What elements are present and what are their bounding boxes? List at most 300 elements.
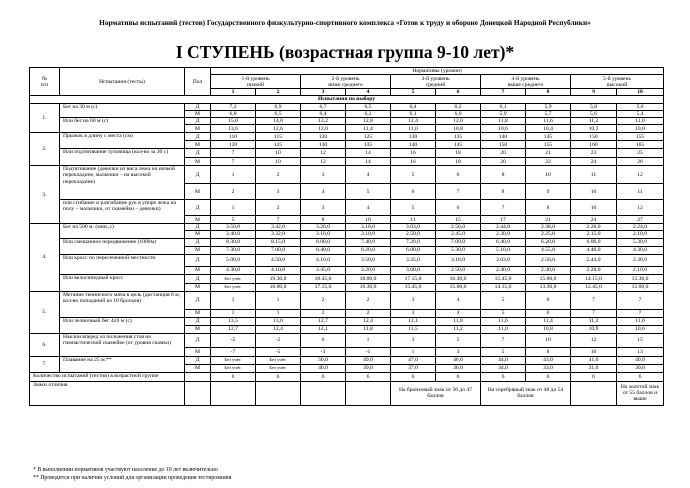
norm-value: 41,0 bbox=[571, 356, 617, 364]
norm-value: 12,4 bbox=[391, 118, 436, 125]
norm-value: -2 bbox=[256, 333, 301, 347]
norm-value: 15,0 bbox=[211, 118, 256, 125]
norm-value: 17.15,0 bbox=[301, 283, 346, 291]
norm-value: 6.00,0 bbox=[391, 246, 436, 254]
norm-value: 2 bbox=[346, 291, 391, 309]
norm-value: 11,4 bbox=[526, 317, 571, 325]
norm-value: 10,4 bbox=[526, 125, 571, 133]
norm-value: 7 bbox=[617, 291, 664, 309]
norm-value: 3.03,0 bbox=[391, 224, 436, 231]
sex-cell: Д bbox=[185, 166, 211, 184]
norm-value: 120 bbox=[211, 141, 256, 149]
norm-value: 10 bbox=[571, 200, 617, 216]
norm-value: 155 bbox=[617, 133, 664, 141]
norm-value: 18.45,0 bbox=[301, 274, 346, 283]
column-number: 1 bbox=[211, 89, 256, 96]
norm-value: 7.30,0 bbox=[211, 246, 256, 254]
norm-value: 12.00,0 bbox=[617, 283, 664, 291]
empty-cell bbox=[301, 381, 346, 405]
sex-cell: Д bbox=[185, 224, 211, 231]
norm-value: Без учёт. bbox=[211, 356, 256, 364]
norm-value: 50,0 bbox=[301, 356, 346, 364]
sex-cell: Д bbox=[185, 103, 211, 110]
norm-value: 11,0 bbox=[617, 118, 664, 125]
norm-value: 135 bbox=[436, 133, 481, 141]
column-number: 5 bbox=[391, 89, 436, 96]
norm-value: 4.40,0 bbox=[571, 246, 617, 254]
norm-value: 2.15,0 bbox=[571, 231, 617, 238]
norm-value: 14 bbox=[346, 158, 391, 166]
norm-value: 46,0 bbox=[436, 356, 481, 364]
norm-value: 2 bbox=[256, 166, 301, 184]
norm-value: 11,2 bbox=[571, 317, 617, 325]
norm-value: 10 bbox=[346, 216, 391, 224]
sex-cell: М bbox=[185, 231, 211, 238]
badges-row bbox=[30, 381, 664, 405]
norm-value: 6,1 bbox=[391, 110, 436, 117]
norm-value: 5 bbox=[391, 166, 436, 184]
norm-value: 110 bbox=[211, 133, 256, 141]
norm-value: 4.10,0 bbox=[256, 266, 301, 274]
norm-value: -1 bbox=[346, 347, 391, 356]
norm-value: 3.50,0 bbox=[211, 224, 256, 231]
norm-value: 7 bbox=[571, 309, 617, 317]
norm-value: 8 bbox=[526, 200, 571, 216]
norm-value: 1 bbox=[211, 291, 256, 309]
norm-value: 4 bbox=[346, 200, 391, 216]
column-number: 10 bbox=[617, 89, 664, 96]
norm-value: 145 bbox=[526, 133, 571, 141]
sex-cell: Д bbox=[185, 254, 211, 266]
norm-value: 11,0 bbox=[617, 317, 664, 325]
sex-cell: М bbox=[185, 283, 211, 291]
norm-value: 3.00,0 bbox=[391, 266, 436, 274]
norm-value: 15.00,0 bbox=[526, 274, 571, 283]
norm-value: 7.00,0 bbox=[256, 246, 301, 254]
norm-value: 6.20,0 bbox=[526, 238, 571, 246]
norm-value: 3.50,0 bbox=[346, 254, 391, 266]
empty-cell bbox=[211, 381, 256, 405]
norm-value: 3.32,0 bbox=[256, 231, 301, 238]
norm-value: 11,0 bbox=[391, 125, 436, 133]
norm-value: 140 bbox=[481, 133, 526, 141]
norm-value: 2.45,0 bbox=[436, 231, 481, 238]
test-number: 6. bbox=[30, 333, 60, 356]
norm-value: 6.00,0 bbox=[571, 238, 617, 246]
norm-value: 8.30,0 bbox=[211, 238, 256, 246]
sex-cell: Д bbox=[185, 118, 211, 125]
test-name: Или подтягивание туловища (кол-во за 30 с) bbox=[60, 149, 185, 166]
norm-value: 2.20,0 bbox=[571, 266, 617, 274]
norm-value: 150 bbox=[571, 133, 617, 141]
norm-value: 3.40,0 bbox=[211, 231, 256, 238]
norm-value: 13,0 bbox=[256, 317, 301, 325]
norm-value: 5,8 bbox=[571, 103, 617, 110]
norm-value: 3 bbox=[256, 184, 301, 200]
norm-value: 3 bbox=[301, 166, 346, 184]
norm-value: 5,9 bbox=[526, 103, 571, 110]
norm-value: 2.56,0 bbox=[436, 224, 481, 231]
norm-value: 6 bbox=[526, 291, 571, 309]
test-name: Бег на 500 м. (мин.,с) bbox=[60, 224, 185, 238]
sex-cell: Д bbox=[185, 200, 211, 216]
norm-value: 7 bbox=[256, 216, 301, 224]
norm-value: 20 bbox=[481, 149, 526, 158]
empty-cell bbox=[185, 372, 211, 381]
test-name: или сгибание и разгибание рук в упоре лежа на полу – мальчики, от скамейки – девочки) bbox=[60, 200, 185, 224]
norm-value: 5.00,0 bbox=[211, 254, 256, 266]
norm-value: 0 bbox=[301, 333, 346, 347]
norm-value: 44,0 bbox=[481, 356, 526, 364]
test-number: 4. bbox=[30, 224, 60, 291]
test-name: Или бег на 60 м (с) bbox=[60, 118, 185, 133]
level-header: 3-й уровень средний bbox=[391, 75, 481, 89]
norm-value: 34,0 bbox=[481, 364, 526, 372]
norm-value: 130 bbox=[301, 141, 346, 149]
norm-value: 6.40,0 bbox=[301, 246, 346, 254]
norm-value: 6 bbox=[391, 184, 436, 200]
norm-value: 6 bbox=[436, 200, 481, 216]
norm-value: 2.30,0 bbox=[526, 266, 571, 274]
norm-value: 6.40,0 bbox=[481, 238, 526, 246]
norm-value: 4 bbox=[346, 166, 391, 184]
norm-value: 3.03,0 bbox=[481, 254, 526, 266]
badges-label: Знаки отличия bbox=[30, 381, 185, 405]
norm-value: 10,2 bbox=[571, 125, 617, 133]
norm-value: 2.30,0 bbox=[481, 231, 526, 238]
norm-value: 37,0 bbox=[391, 364, 436, 372]
sex-cell: М bbox=[185, 184, 211, 200]
norm-value: 155 bbox=[526, 141, 571, 149]
column-number: 3 bbox=[301, 89, 346, 96]
norm-value: 2.44,0 bbox=[481, 224, 526, 231]
norm-value: 3.26,0 bbox=[301, 224, 346, 231]
table-row bbox=[30, 133, 664, 141]
sex-cell: Д bbox=[185, 356, 211, 364]
norm-value: 49,0 bbox=[346, 356, 391, 364]
table-row bbox=[30, 356, 664, 364]
norm-value: 3 bbox=[391, 291, 436, 309]
norm-value: 5 bbox=[211, 216, 256, 224]
norm-value: 6,7 bbox=[301, 103, 346, 110]
norm-value: 10,9 bbox=[571, 325, 617, 333]
level-header: 4-й уровень выше среднего bbox=[481, 75, 571, 89]
norm-value: 17.15,0 bbox=[391, 274, 436, 283]
norm-value: 11,2 bbox=[436, 325, 481, 333]
norm-value: 40,0 bbox=[301, 364, 346, 372]
norm-value: 13,2 bbox=[301, 118, 346, 125]
norm-value: 5,6 bbox=[571, 110, 617, 117]
norm-value: 13.30,0 bbox=[617, 274, 664, 283]
norm-value: 11 bbox=[391, 216, 436, 224]
tests-count-value: 6 bbox=[571, 372, 617, 381]
norm-value: 6,5 bbox=[256, 110, 301, 117]
test-number: 7. bbox=[30, 356, 60, 372]
norm-value: 1 bbox=[256, 309, 301, 317]
norm-value: 5.30,0 bbox=[436, 246, 481, 254]
gold-badge-criteria: На золотой знак от 55 баллов и выше bbox=[617, 381, 664, 405]
norm-value: 19.30,0 bbox=[256, 274, 301, 283]
norm-value: 16.30,0 bbox=[436, 274, 481, 283]
norm-value: 5 bbox=[481, 291, 526, 309]
norm-value: 10,8 bbox=[526, 325, 571, 333]
norm-value: 7 bbox=[211, 158, 256, 166]
norm-value: 1 bbox=[346, 333, 391, 347]
sex-cell: Д bbox=[185, 274, 211, 283]
norm-value: 6,2 bbox=[436, 103, 481, 110]
norm-value: 8 bbox=[481, 184, 526, 200]
norm-value: 39,0 bbox=[346, 364, 391, 372]
sex-cell: М bbox=[185, 347, 211, 356]
norm-value: 17 bbox=[481, 216, 526, 224]
norm-value: 40,0 bbox=[617, 356, 664, 364]
norm-value: 3 bbox=[391, 333, 436, 347]
norm-value: 1 bbox=[256, 291, 301, 309]
norm-value: 22 bbox=[526, 158, 571, 166]
norm-value: 16 bbox=[391, 149, 436, 158]
norm-value: 18 bbox=[436, 158, 481, 166]
sex-cell: Д bbox=[185, 317, 211, 325]
norm-value: 3.10,0 bbox=[346, 231, 391, 238]
norm-value: 2.10,0 bbox=[617, 266, 664, 274]
norm-value: 36,0 bbox=[436, 364, 481, 372]
col-norms-header: Нормативы (уровни) bbox=[211, 68, 664, 75]
norm-value: 115 bbox=[256, 133, 301, 141]
test-name: Наклон вперед из положения стоя на гимнастической скамейке (от уровня скамьи) bbox=[60, 333, 185, 356]
norm-value: 5.30,0 bbox=[617, 238, 664, 246]
norm-value: Без учёт. bbox=[256, 364, 301, 372]
sex-cell: М bbox=[185, 158, 211, 166]
level-header: 2-й уровень ниже среднего bbox=[301, 75, 391, 89]
norm-value: Без учёт. bbox=[211, 364, 256, 372]
header-row bbox=[30, 68, 664, 75]
table-row bbox=[30, 149, 664, 158]
test-number: 5. bbox=[30, 291, 60, 333]
norm-value: 18 bbox=[436, 149, 481, 158]
norm-value: 10 bbox=[256, 158, 301, 166]
norm-value: -3 bbox=[301, 347, 346, 356]
norm-value: 11 bbox=[617, 184, 664, 200]
norm-value: 160 bbox=[571, 141, 617, 149]
norm-value: 10,0 bbox=[617, 125, 664, 133]
test-name: Или смешанное передвижение (1000м) bbox=[60, 238, 185, 254]
sex-cell: М bbox=[185, 125, 211, 133]
norm-value: 6,5 bbox=[346, 103, 391, 110]
norm-value: 11,8 bbox=[481, 118, 526, 125]
norm-value: 24 bbox=[571, 158, 617, 166]
norm-value: 15.00,0 bbox=[436, 283, 481, 291]
norm-value: 2.25,0 bbox=[526, 231, 571, 238]
empty-cell bbox=[256, 381, 301, 405]
norm-value: 2.38,0 bbox=[526, 224, 571, 231]
norm-value: 7 bbox=[481, 200, 526, 216]
norm-value: 18.00,0 bbox=[346, 274, 391, 283]
norm-value: 3.42,0 bbox=[256, 224, 301, 231]
norm-value: 6,9 bbox=[256, 103, 301, 110]
tests-count-value: 6 bbox=[346, 372, 391, 381]
column-number: 4 bbox=[346, 89, 391, 96]
norm-value: 11,0 bbox=[481, 325, 526, 333]
norm-value: 3 bbox=[391, 309, 436, 317]
norm-value: 26 bbox=[617, 158, 664, 166]
col-test-header: Испытания (тесты) bbox=[60, 68, 185, 96]
test-name: Подтягивание (девочки из виса лежа на низкой перекладине, мальчики – на высокой перекладине) bbox=[60, 166, 185, 200]
norm-value: 7 bbox=[571, 291, 617, 309]
tests-count-value: 6 bbox=[301, 372, 346, 381]
norm-value: 7,2 bbox=[211, 103, 256, 110]
norm-value: 4.10,0 bbox=[301, 254, 346, 266]
norm-value: 47,0 bbox=[391, 356, 436, 364]
norm-value: 12 bbox=[571, 333, 617, 347]
sex-cell: М bbox=[185, 141, 211, 149]
norm-value: 12 bbox=[617, 166, 664, 184]
norm-value: 12,8 bbox=[346, 118, 391, 125]
norm-value: 18.00,0 bbox=[256, 283, 301, 291]
norm-value: -5 bbox=[256, 347, 301, 356]
page-title: I СТУПЕНЬ (возрастная группа 9-10 лет)* bbox=[175, 42, 515, 62]
norm-value: 16.30,0 bbox=[346, 283, 391, 291]
norm-value: 14 bbox=[346, 149, 391, 158]
tests-count-value: 6 bbox=[526, 372, 571, 381]
sex-cell: Д bbox=[185, 333, 211, 347]
norm-value: 15 bbox=[436, 216, 481, 224]
norm-value: 2.50,0 bbox=[436, 266, 481, 274]
norm-value: 12,7 bbox=[301, 317, 346, 325]
tests-count-value: 6 bbox=[211, 372, 256, 381]
norm-value: Без учёт. bbox=[256, 356, 301, 364]
norm-value: 21 bbox=[526, 149, 571, 158]
test-name: Бег на 30 м (с) bbox=[60, 103, 185, 117]
norm-value: 6,4 bbox=[391, 103, 436, 110]
norm-value: 12,0 bbox=[301, 125, 346, 133]
column-number: 6 bbox=[436, 89, 481, 96]
norm-value: 2 bbox=[301, 309, 346, 317]
col-number-header: № п/п bbox=[30, 68, 60, 96]
norm-value: Без учёт. bbox=[211, 274, 256, 283]
table-row bbox=[30, 274, 664, 283]
norm-value: 130 bbox=[391, 133, 436, 141]
norm-value: 15.45,0 bbox=[391, 283, 436, 291]
norm-value: 2.44,0 bbox=[571, 254, 617, 266]
norm-value: 7 bbox=[617, 309, 664, 317]
norm-value: 3.45,0 bbox=[301, 266, 346, 274]
table-row bbox=[30, 224, 664, 231]
norm-value: 2 bbox=[211, 184, 256, 200]
norm-value: 1 bbox=[211, 166, 256, 184]
norm-value: 165 bbox=[617, 141, 664, 149]
level-header: 1-й уровень низкий bbox=[211, 75, 301, 89]
norm-value: 12,1 bbox=[391, 317, 436, 325]
table-row bbox=[30, 118, 664, 125]
norm-value: 14,0 bbox=[256, 118, 301, 125]
norm-value: 23 bbox=[571, 149, 617, 158]
norm-value: 10 bbox=[526, 333, 571, 347]
norm-value: 5 bbox=[481, 309, 526, 317]
norm-value: 4 bbox=[436, 309, 481, 317]
norm-value: 4.55,0 bbox=[526, 246, 571, 254]
column-number: 9 bbox=[571, 89, 617, 96]
norm-value: 5 bbox=[436, 333, 481, 347]
table-row bbox=[30, 333, 664, 347]
norm-value: 12 bbox=[617, 200, 664, 216]
norm-value: 8 bbox=[526, 347, 571, 356]
column-number: 8 bbox=[526, 89, 571, 96]
tests-count-value: 6 bbox=[481, 372, 526, 381]
table-row bbox=[30, 238, 664, 246]
norm-value: 145 bbox=[436, 141, 481, 149]
norm-value: 5,4 bbox=[617, 110, 664, 117]
silver-badge-criteria: На серебряный знак от 48 до 54 баллов bbox=[481, 381, 571, 405]
norm-value: -5 bbox=[211, 333, 256, 347]
norm-value: 140 bbox=[391, 141, 436, 149]
tests-count-value: 6 bbox=[391, 372, 436, 381]
norm-value: 15 bbox=[617, 333, 664, 347]
norm-value: 15.45,0 bbox=[481, 274, 526, 283]
empty-cell bbox=[185, 381, 211, 405]
norm-value: 12,4 bbox=[346, 317, 391, 325]
norm-value: 3 bbox=[301, 200, 346, 216]
norm-value: 14.15,0 bbox=[481, 283, 526, 291]
norms-table bbox=[29, 67, 664, 406]
norm-value: 27 bbox=[617, 216, 664, 224]
norm-value: 11,8 bbox=[346, 325, 391, 333]
norm-value: 24 bbox=[571, 216, 617, 224]
norm-value: 6,2 bbox=[346, 110, 391, 117]
sex-cell: Д bbox=[185, 291, 211, 309]
norm-value: 8.00,0 bbox=[301, 238, 346, 246]
norm-value: 11,2 bbox=[571, 118, 617, 125]
test-name: Метание теннисного мяча в цель (дистанция 6 м, кол-во попаданий из 10 бросков) bbox=[60, 291, 185, 317]
norm-value: 13 bbox=[617, 347, 664, 356]
norm-value: 10 bbox=[526, 166, 571, 184]
norm-value: 12,6 bbox=[256, 125, 301, 133]
level-header: 5-й уровень высокий bbox=[571, 75, 664, 89]
norm-value: -7 bbox=[211, 347, 256, 356]
norm-value: 1 bbox=[211, 309, 256, 317]
norm-value: 135 bbox=[346, 141, 391, 149]
column-number: 2 bbox=[256, 89, 301, 96]
norm-value: 3.16,0 bbox=[301, 231, 346, 238]
norm-value: 3.18,0 bbox=[346, 224, 391, 231]
norm-value: 1 bbox=[391, 347, 436, 356]
sex-cell: М bbox=[185, 216, 211, 224]
norm-value: 2 bbox=[256, 200, 301, 216]
norm-value: 12 bbox=[301, 158, 346, 166]
norm-value: 2.56,0 bbox=[526, 254, 571, 266]
norm-value: 10 bbox=[256, 149, 301, 158]
norm-value: 12,4 bbox=[256, 325, 301, 333]
tests-count-value: 6 bbox=[436, 372, 481, 381]
norm-value: 2.40,0 bbox=[481, 266, 526, 274]
norm-value: 2.10,0 bbox=[617, 231, 664, 238]
norm-value: 12,1 bbox=[301, 325, 346, 333]
norm-value: 150 bbox=[481, 141, 526, 149]
document-header: Нормативы испытаний (тестов) Государственного физкультурно-спортивного комплекса «Готов к труду и обороне Донецкой Народной Республики» bbox=[99, 18, 591, 27]
tests-count-label: Количество испытаний (тестов) в возрастной группе bbox=[30, 372, 185, 381]
norm-value: 10,6 bbox=[481, 125, 526, 133]
tests-count-value: 6 bbox=[617, 372, 664, 381]
test-name: Плавание на 25 м.** bbox=[60, 356, 185, 372]
norm-value: 125 bbox=[346, 133, 391, 141]
norm-value: 6 bbox=[436, 166, 481, 184]
column-number: 7 bbox=[481, 89, 526, 96]
norm-value: 25 bbox=[617, 149, 664, 158]
sex-cell: М bbox=[185, 309, 211, 317]
norm-value: 5 bbox=[481, 347, 526, 356]
test-number: 3. bbox=[30, 166, 60, 224]
col-sex-header: Пол bbox=[185, 68, 211, 96]
norm-value: Без учёт. bbox=[211, 283, 256, 291]
